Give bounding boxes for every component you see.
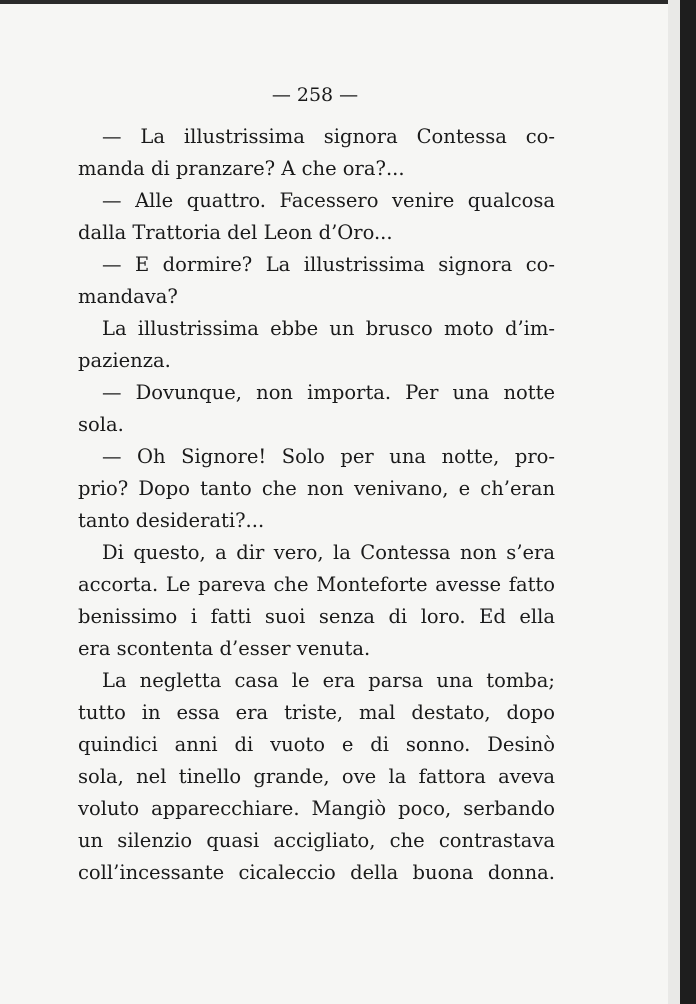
text-line: La illustrissima ebbe un brusco moto d’im- xyxy=(102,317,555,340)
text-line: era scontenta d’esser venuta. xyxy=(78,637,371,660)
text-line: voluto apparecchiare. Mangiò poco, serbando xyxy=(78,797,555,820)
text-line: Di questo, a dir vero, la Contessa non s’era xyxy=(102,541,555,564)
text-line: — Dovunque, non importa. Per una notte xyxy=(102,381,555,404)
page-top-edge xyxy=(0,0,696,4)
text-line: sola, nel tinello grande, ove la fattora aveva xyxy=(78,765,555,788)
text-line: sola. xyxy=(78,413,124,436)
text-line: — La illustrissima signora Contessa co- xyxy=(102,125,555,148)
page-right-edge xyxy=(680,0,696,1004)
page-number: — 258 — xyxy=(271,84,359,106)
text-line: — Alle quattro. Facessero venire qualcosa xyxy=(102,189,555,212)
text-line: manda di pranzare? A che ora?... xyxy=(78,157,405,180)
body-text xyxy=(78,121,555,889)
text-line: coll’incessante cicaleccio della buona donna. xyxy=(78,861,555,884)
text-line: mandava? xyxy=(78,285,178,308)
text-line: dalla Trattoria del Leon d’Oro... xyxy=(78,221,393,244)
page-gutter xyxy=(668,0,680,1004)
text-line: pazienza. xyxy=(78,349,171,372)
text-line: prio? Dopo tanto che non venivano, e ch’eran xyxy=(78,477,555,500)
text-line: quindici anni di vuoto e di sonno. Desinò xyxy=(78,733,555,756)
text-line: tutto in essa era triste, mal destato, dopo xyxy=(78,701,555,724)
text-line: accorta. Le pareva che Monteforte avesse fatto xyxy=(78,573,555,596)
text-line: un silenzio quasi accigliato, che contrastava xyxy=(78,829,555,852)
text-line: benissimo i fatti suoi senza di loro. Ed ella xyxy=(78,605,555,628)
text-line: tanto desiderati?... xyxy=(78,509,265,532)
text-line: — Oh Signore! Solo per una notte, pro- xyxy=(102,445,555,468)
text-line: La negletta casa le era parsa una tomba; xyxy=(102,669,555,692)
text-line: — E dormire? La illustrissima signora co- xyxy=(102,253,555,276)
